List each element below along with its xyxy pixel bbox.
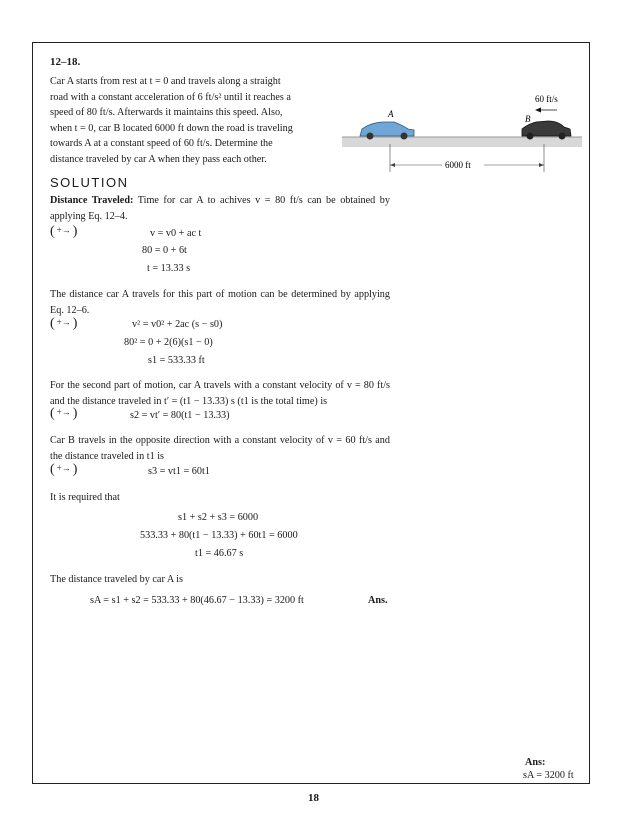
sign-convention-2: ( +→ ) <box>50 316 78 331</box>
equation-5a: s1 + s2 + s3 = 6000 <box>178 512 259 523</box>
car-b-label: B <box>525 114 531 124</box>
solution-paragraph-1 <box>50 193 390 224</box>
problem-number: 12–18. <box>50 56 81 68</box>
equation-1a: v = v0 + ac t <box>150 228 202 239</box>
problem-figure <box>342 72 582 170</box>
problem-line-6: distance traveled by car A when they pass each other. <box>50 153 267 165</box>
solution-paragraph-5: It is required that <box>50 492 120 503</box>
solution-paragraph-3: For the second part of motion, car A travels with a constant velocity of v = 80 ft/s and the distance traveled in t′ = (t1 − 13.33) s (t1 is the total time) is <box>50 380 390 407</box>
page-number: 18 <box>308 792 319 804</box>
answer-marker: Ans. <box>368 595 388 606</box>
problem-line-3: speed of 80 ft/s. Afterwards it maintains this speed. Also, <box>50 107 283 119</box>
equation-3: s2 = vt′ = 80(t1 − 13.33) <box>130 410 230 421</box>
sign-convention-4: ( +→ ) <box>50 462 78 477</box>
problem-line-5: towards A at a constant speed of 60 ft/s. Determine the <box>50 138 273 150</box>
speed-arrow-head-icon <box>535 108 541 113</box>
answer-box-title: Ans: <box>525 757 546 768</box>
problem-line-2: road with a constant acceleration of 6 ft/s² until it reaches a <box>50 91 291 103</box>
solution-heading: SOLUTION <box>50 175 129 190</box>
equation-5c: t1 = 46.67 s <box>195 548 244 559</box>
road-surface <box>342 137 582 147</box>
solution-paragraph-6: The distance traveled by car A is <box>50 574 183 585</box>
answer-box-value: sA = 3200 ft <box>523 770 574 781</box>
equation-1b: 80 = 0 + 6t <box>142 245 187 256</box>
solution-paragraph-1-text: Time for car A to achives v = 80 ft/s can be obtained by applying Eq. 12–4. <box>50 195 390 222</box>
equation-1c: t = 13.33 s <box>147 263 191 274</box>
section-title-distance: Distance Traveled: <box>50 195 134 206</box>
solution-paragraph-2: The distance car A travels for this part of motion can be determined by applying Eq. 12–6. <box>50 289 390 316</box>
car-a-label: A <box>388 109 394 119</box>
speed-label: 60 ft/s <box>535 94 558 104</box>
sign-convention-1: ( +→ ) <box>50 224 78 239</box>
distance-label: 6000 ft <box>445 160 471 170</box>
sign-convention-3: ( +→ ) <box>50 406 78 421</box>
final-equation: sA = s1 + s2 = 533.33 + 80(46.67 − 13.33) = 3200 ft <box>90 595 304 606</box>
equation-2a: v² = v0² + 2ac (s − s0) <box>132 319 223 330</box>
equation-5b: 533.33 + 80(t1 − 13.33) + 60t1 = 6000 <box>140 530 298 541</box>
equation-2b: 80² = 0 + 2(6)(s1 − 0) <box>124 337 213 348</box>
equation-2c: s1 = 533.33 ft <box>148 355 205 366</box>
problem-line-1: Car A starts from rest at t = 0 and travels along a straight <box>50 76 281 87</box>
problem-statement <box>50 74 295 168</box>
problem-line-4: when t = 0, car B located 6000 ft down the road is traveling <box>50 122 293 134</box>
solution-paragraph-4: Car B travels in the opposite direction with a constant velocity of v = 60 ft/s and the distance traveled in t1 is <box>50 435 390 462</box>
equation-4: s3 = vt1 = 60t1 <box>148 466 210 477</box>
